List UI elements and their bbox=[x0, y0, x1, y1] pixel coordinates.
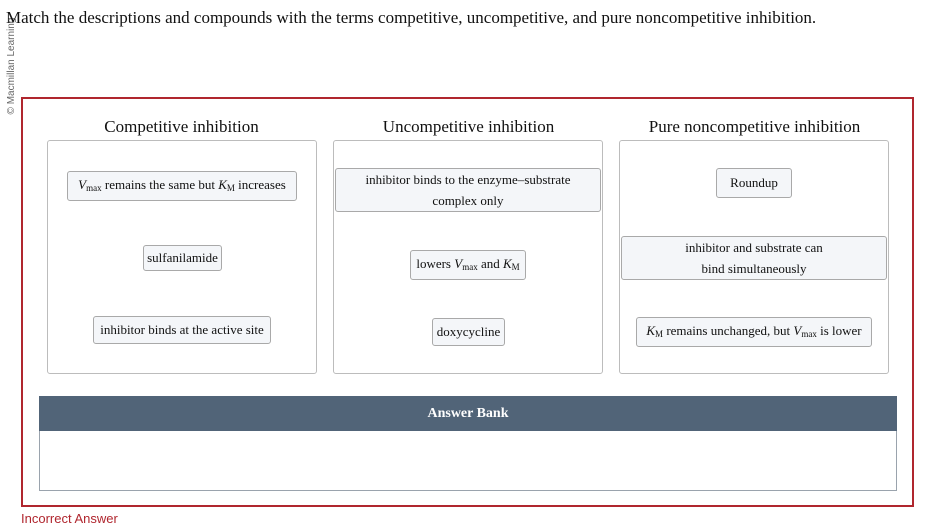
chip-line-1: inhibitor and substrate can bbox=[685, 240, 823, 255]
chip-bind-simultaneously[interactable] bbox=[621, 236, 887, 280]
column-title-competitive: Competitive inhibition bbox=[104, 117, 259, 136]
chip-line-1: inhibitor binds to the enzyme–substrate bbox=[365, 172, 571, 187]
chip-binds-es-complex[interactable] bbox=[335, 168, 601, 212]
chip-roundup[interactable]: Roundup bbox=[716, 168, 792, 198]
chip-line-2: complex only bbox=[432, 193, 504, 208]
column-title-uncompetitive: Uncompetitive inhibition bbox=[382, 117, 555, 136]
chip-text: $K_M$ remains unchanged, but $V_{max}$ is lower bbox=[646, 322, 862, 339]
answer-bank-area[interactable] bbox=[39, 431, 897, 491]
column-title-noncompetitive: Pure noncompetitive inhibition bbox=[648, 117, 861, 136]
status-message: Incorrect Answer bbox=[21, 511, 118, 526]
chip-text: $V_{max}$ remains the same but $K_M$ increases bbox=[78, 176, 286, 193]
answer-bank-header: Answer Bank bbox=[39, 396, 897, 431]
chip-km-unchanged-vmax-lower[interactable] bbox=[636, 317, 872, 347]
chip-vmax-same-km-increases[interactable] bbox=[67, 171, 297, 201]
chip-binds-active-site[interactable]: inhibitor binds at the active site bbox=[93, 316, 271, 344]
chip-sulfanilamide[interactable]: sulfanilamide bbox=[143, 245, 222, 271]
copyright-credit: © Macmillan Learning bbox=[6, 17, 17, 115]
chip-lowers-vmax-km[interactable] bbox=[410, 250, 526, 280]
question-prompt: Match the descriptions and compounds with the terms competitive, uncompetitive, and pure noncompetitive inhibition. bbox=[6, 8, 817, 27]
chip-doxycycline[interactable]: doxycycline bbox=[432, 318, 505, 346]
chip-text: lowers $V_{max}$ and $K_M$ bbox=[416, 255, 520, 272]
chip-line-2: bind simultaneously bbox=[701, 261, 807, 276]
